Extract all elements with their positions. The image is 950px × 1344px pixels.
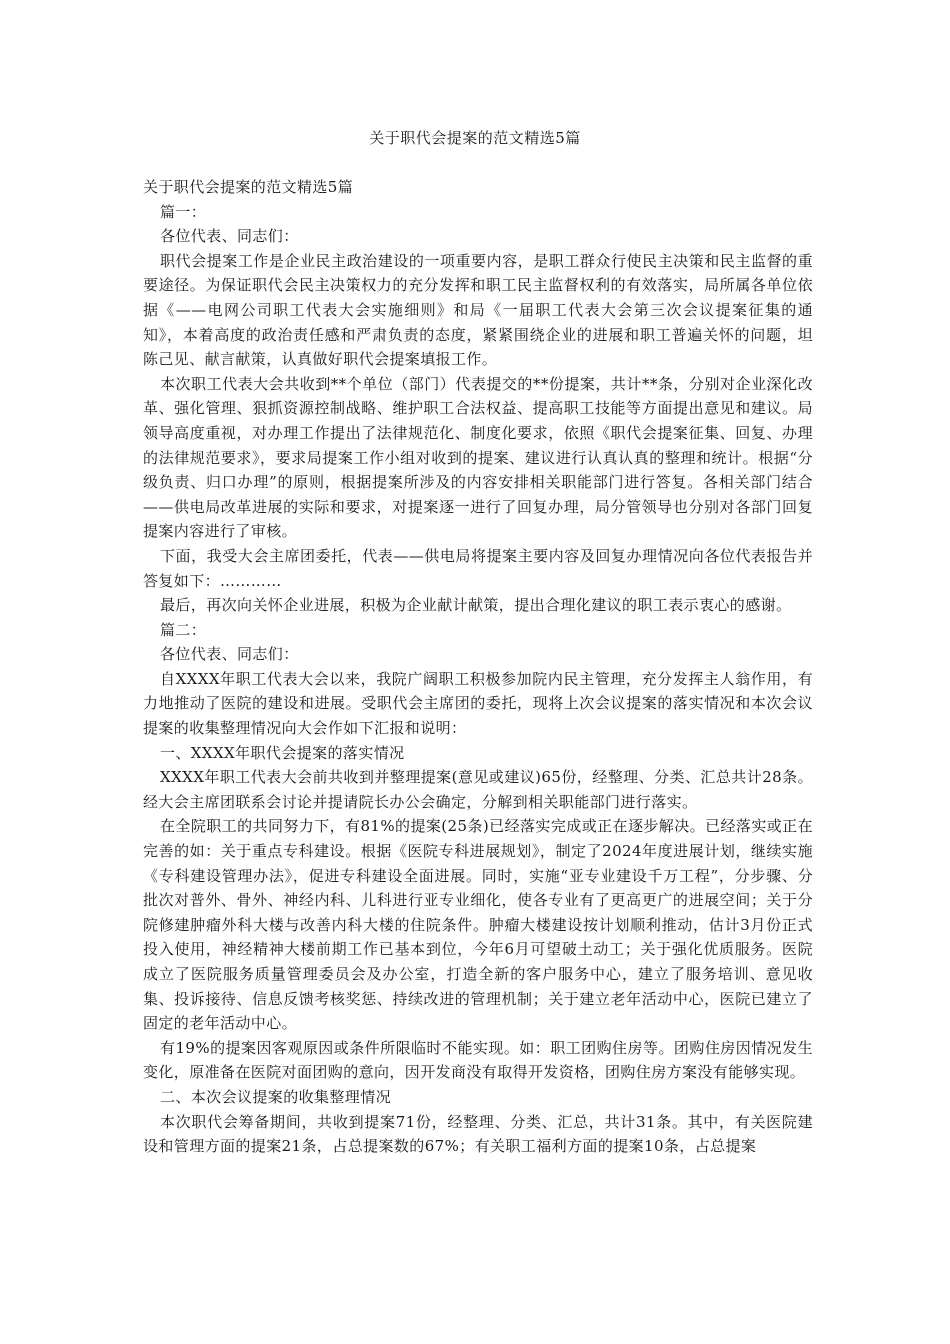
paragraph: 自XXXX年职工代表大会以来，我院广阔职工积极参加院内民主管理，充分发挥主人翁作用，有力地推动了医院的建设和进展。受职代会主席团的委托，现将上次会议提案的落实情况和本次会议提案的收集整理情况向大会作如下汇报和说明： <box>143 669 813 738</box>
paragraph: 下面，我受大会主席团委托，代表——供电局将提案主要内容及回复办理情况向各位代表报告并答复如下：………… <box>143 546 813 590</box>
paragraph: 在全院职工的共同努力下，有81%的提案(25条)已经落实完成或正在逐步解决。已经落实或正在完善的如：关于重点专科建设。根据《医院专科进展规划》，制定了2024年度进展计划，继续实施《专科建设管理办法》，促进专科建设全面进展。同时，实施“亚专业建设千万工程”，分步骤、分批次对普外、骨外、神经内科、儿科进行亚专业细化，使各专业有了更高更广的进展空间；关于分院修建肿瘤外科大楼与改善内科大楼的住院条件。肿瘤大楼建设按计划顺利推动，估计3月份正式投入使用，神经精神大楼前期工作已基本到位，今年6月可望破土动工；关于强化优质服务。医院成立了医院服务质量管理委员会及办公室，打造全新的客户服务中心，建立了服务培训、意见收集、投诉接待、信息反馈考核奖惩、持续改进的管理机制；关于建立老年活动中心，医院已建立了固定的老年活动中心。 <box>143 817 813 1033</box>
subheading-1: 一、XXXX年职代会提案的落实情况 <box>160 743 405 762</box>
paragraph: 本次职代会筹备期间，共收到提案71份，经整理、分类、汇总，共计31条。其中，有关医院建设和管理方面的提案21条，占总提案数的67%；有关职工福利方面的提案10条，占总提案 <box>143 1112 813 1156</box>
paragraph: 最后，再次向关怀企业进展，积极为企业献计献策，提出合理化建议的职工表示衷心的感谢。 <box>160 596 792 615</box>
paragraph: XXXX年职工代表大会前共收到并整理提案(意见或建议)65份，经整理、分类、汇总共计28条。经大会主席团联系会讨论并提请院长办公会确定，分解到相关职能部门进行落实。 <box>143 768 813 811</box>
salutation-1: 各位代表、同志们： <box>160 227 299 246</box>
section-label-2: 篇二： <box>160 620 207 639</box>
document-title: 关于职代会提案的范文精选5篇 <box>369 129 581 147</box>
salutation-2: 各位代表、同志们： <box>160 645 299 664</box>
document-body <box>143 175 813 1159</box>
subheading-2: 二、本次会议提案的收集整理情况 <box>160 1087 392 1106</box>
paragraph: 本次职工代表大会共收到**个单位（部门）代表提交的**份提案，共计**条，分别对企业深化改革、强化管理、狠抓资源控制战略、维护职工合法权益、提高职工技能等方面提出意见和建议。局领导高度重视，对办理工作提出了法律规范化、制度化要求，依照《职代会提案征集、回复、办理的法律规范要求》，要求局提案工作小组对收到的提案、建议进行认真认真的整理和统计。根据“分级负责、归口办理”的原则，根据提案所涉及的内容安排相关职能部门进行答复。各相关部门结合——供电局改革进展的实际和要求，对提案逐一进行了回复办理，局分管领导也分别对各部门回复提案内容进行了审核。 <box>143 374 813 541</box>
paragraph: 有19%的提案因客观原因或条件所限临时不能实现。如：职工团购住房等。团购住房因情况发生变化，原准备在医院对面团购的意向，因开发商没有取得开发资格，团购住房方案没有能够实现。 <box>143 1038 813 1082</box>
body-heading: 关于职代会提案的范文精选5篇 <box>143 178 354 196</box>
paragraph: 职代会提案工作是企业民主政治建设的一项重要内容，是职工群众行使民主决策和民主监督的重要途径。为保证职代会民主决策权力的充分发挥和职工民主监督权利的有效落实，局所属各单位依据《——电网公司职工代表大会实施细则》和局《一届职工代表大会第三次会议提案征集的通知》，本着高度的政治责任感和严肃负责的态度，紧紧围绕企业的进展和职工普遍关怀的问题，坦陈己见、献言献策，认真做好职代会提案填报工作。 <box>143 251 813 369</box>
section-label-1: 篇一： <box>160 202 207 221</box>
